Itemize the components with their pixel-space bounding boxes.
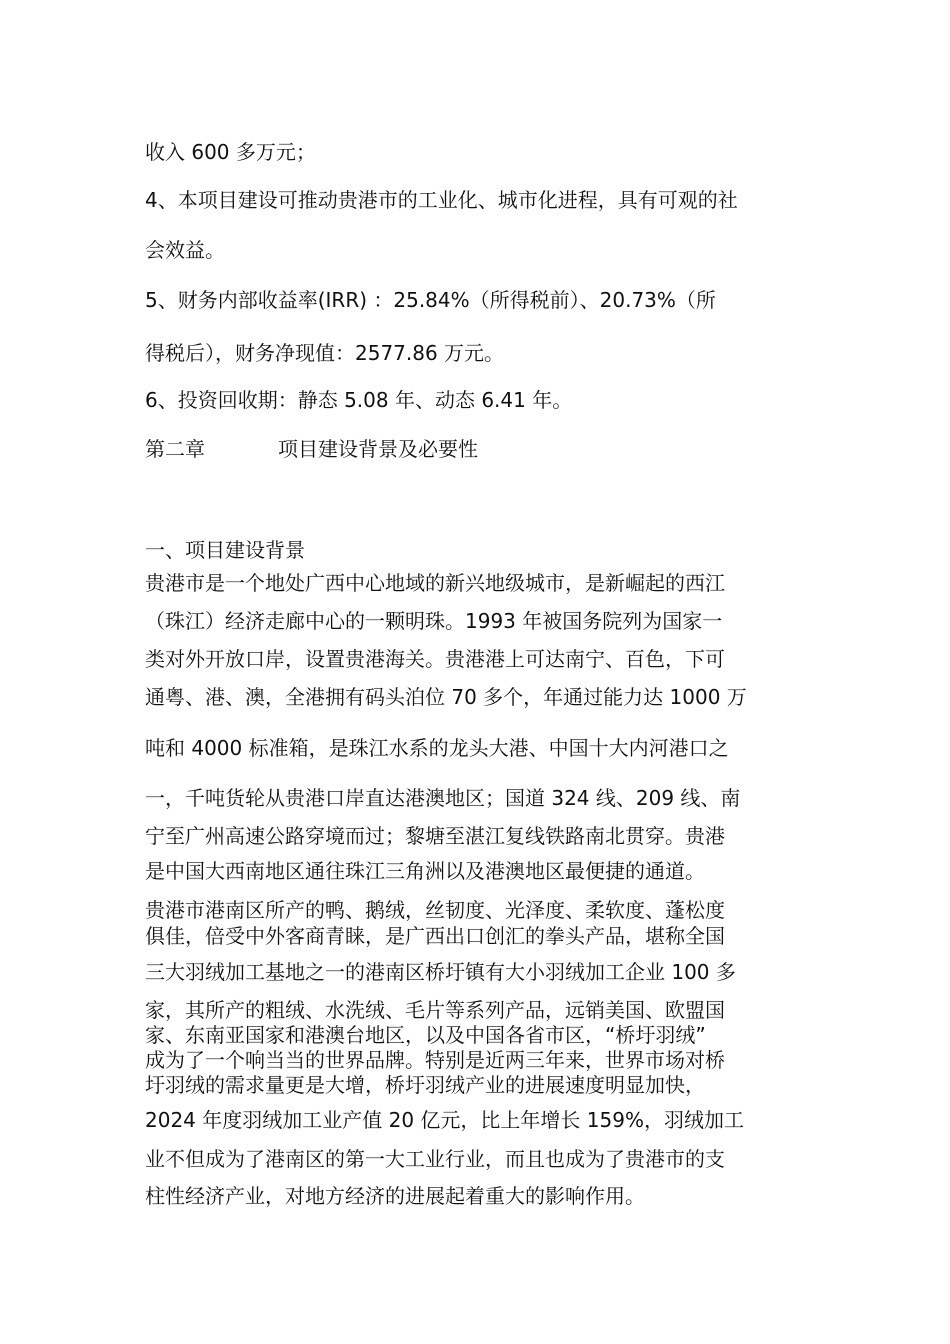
paragraph-line: 贵港市港南区所产的鸭、鹅绒，丝韧度、光泽度、柔软度、蓬松度	[145, 898, 725, 922]
text-line: 得税后），财务净现值：2577.86 万元。	[145, 341, 505, 365]
paragraph-line: 家，其所产的粗绒、水洗绒、毛片等系列产品，远销美国、欧盟国	[145, 998, 725, 1022]
paragraph-line: 家、东南亚国家和港澳台地区，以及中国各省市区，“桥圩羽绒”	[145, 1023, 706, 1047]
text-line: 4、本项目建设可推动贵港市的工业化、城市化进程，具有可观的社	[145, 188, 738, 212]
text-line: 会效益。	[145, 238, 225, 262]
paragraph-line: 圩羽绒的需求量更是大增，桥圩羽绒产业的进展速度明显加快，	[145, 1073, 705, 1097]
paragraph-line: 是中国大西南地区通往珠江三角洲以及港澳地区最便捷的通道。	[145, 859, 705, 883]
paragraph-line: 类对外开放口岸，设置贵港海关。贵港港上可达南宁、百色，下可	[145, 647, 725, 671]
paragraph-line: 宁至广州高速公路穿境而过；黎塘至湛江复线铁路南北贯穿。贵港	[145, 824, 725, 848]
section-heading: 一、项目建设背景	[145, 538, 305, 562]
paragraph-line: 俱佳，倍受中外客商青睐，是广西出口创汇的拳头产品，堪称全国	[145, 924, 725, 948]
paragraph-line: 贵港市是一个地处广西中心地域的新兴地级城市，是新崛起的西江	[145, 571, 725, 595]
paragraph-line: 2024 年度羽绒加工业产值 20 亿元，比上年增长 159%，羽绒加工	[145, 1108, 744, 1132]
paragraph-line: 三大羽绒加工基地之一的港南区桥圩镇有大小羽绒加工企业 100 多	[145, 960, 736, 984]
paragraph-line: 业不但成为了港南区的第一大工业行业，而且也成为了贵港市的支	[145, 1147, 725, 1171]
text-line: 5、财务内部收益率(IRR) ：25.84%（所得税前）、20.73%（所	[145, 288, 716, 312]
chapter-title: 项目建设背景及必要性	[278, 437, 478, 461]
paragraph-line: 通粤、港、澳，全港拥有码头泊位 70 多个，年通过能力达 1000 万	[145, 685, 747, 709]
paragraph-line: 柱性经济产业，对地方经济的进展起着重大的影响作用。	[145, 1184, 645, 1208]
text-line: 6、投资回收期：静态 5.08 年、动态 6.41 年。	[145, 388, 573, 412]
paragraph-line: 成为了一个响当当的世界品牌。特别是近两三年来，世界市场对桥	[145, 1048, 725, 1072]
chapter-heading	[145, 437, 478, 461]
chapter-number: 第二章	[145, 437, 205, 461]
paragraph-line: 一，千吨货轮从贵港口岸直达港澳地区；国道 324 线、209 线、南	[145, 786, 741, 810]
paragraph-line: （珠江）经济走廊中心的一颗明珠。1993 年被国务院列为国家一	[145, 609, 723, 633]
text-line: 收入 600 多万元；	[145, 140, 316, 164]
paragraph-line: 吨和 4000 标准箱，是珠江水系的龙头大港、中国十大内河港口之	[145, 736, 729, 760]
